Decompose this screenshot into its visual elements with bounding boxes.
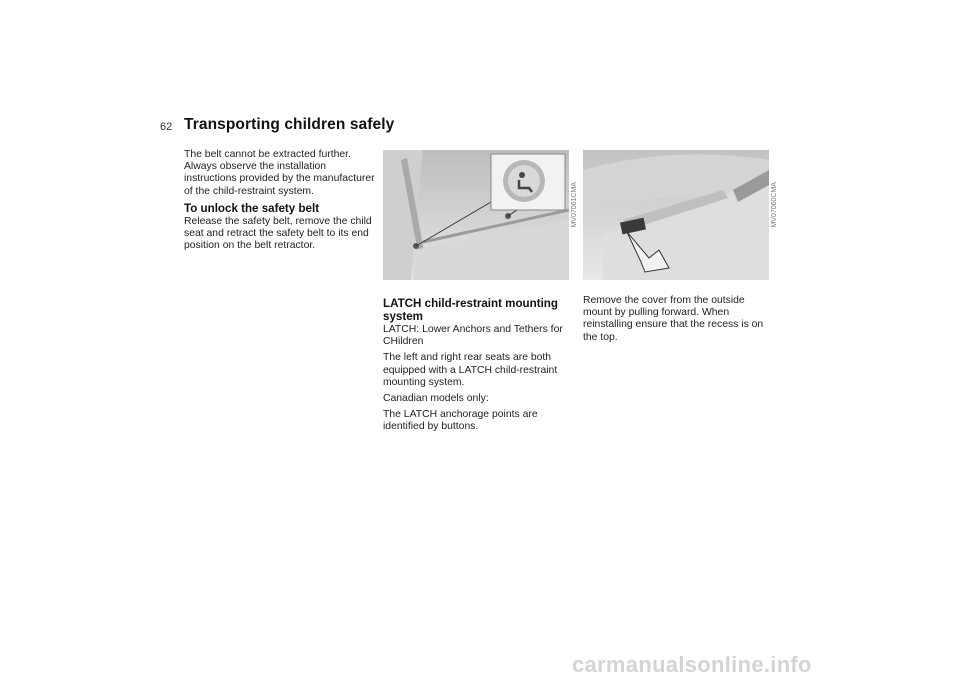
page-number: 62	[160, 121, 173, 133]
right-column	[583, 295, 775, 348]
page-title: Transporting children safely	[184, 116, 395, 133]
latch-heading: LATCH child-restraint mounting system	[383, 297, 558, 323]
unlock-belt-heading: To unlock the safety belt	[184, 201, 320, 215]
photo1-code: MV07061CMA	[571, 182, 578, 228]
remove-cover-paragraph: Remove the cover from the outside mount by pulling forward. When reinstalling ensure that the recess is on the top.	[583, 295, 764, 343]
canadian-models-note: Canadian models only:	[383, 393, 489, 405]
latch-seats-paragraph: The left and right rear seats are both equipped with a LATCH child-restraint mounting system.	[383, 352, 558, 388]
latch-buttons-paragraph: The LATCH anchorage points are identified by buttons.	[383, 409, 538, 433]
left-column	[184, 149, 376, 256]
unlock-belt-paragraph: Release the safety belt, remove the child seat and retract the safety belt to its end position on the belt retractor.	[184, 215, 372, 252]
latch-button-photo	[383, 150, 569, 280]
belt-extraction-paragraph: The belt cannot be extracted further. Always observe the installation instructions provided by the manufacturer of the child-restraint system.	[184, 149, 375, 197]
latch-definition: LATCH: Lower Anchors and Tethers for CHildren	[383, 324, 563, 348]
watermark: carmanualsonline.info	[572, 652, 812, 677]
middle-column	[383, 295, 575, 438]
latch-cover-photo	[583, 150, 769, 280]
photo2-code: MV07060CMA	[771, 182, 778, 228]
